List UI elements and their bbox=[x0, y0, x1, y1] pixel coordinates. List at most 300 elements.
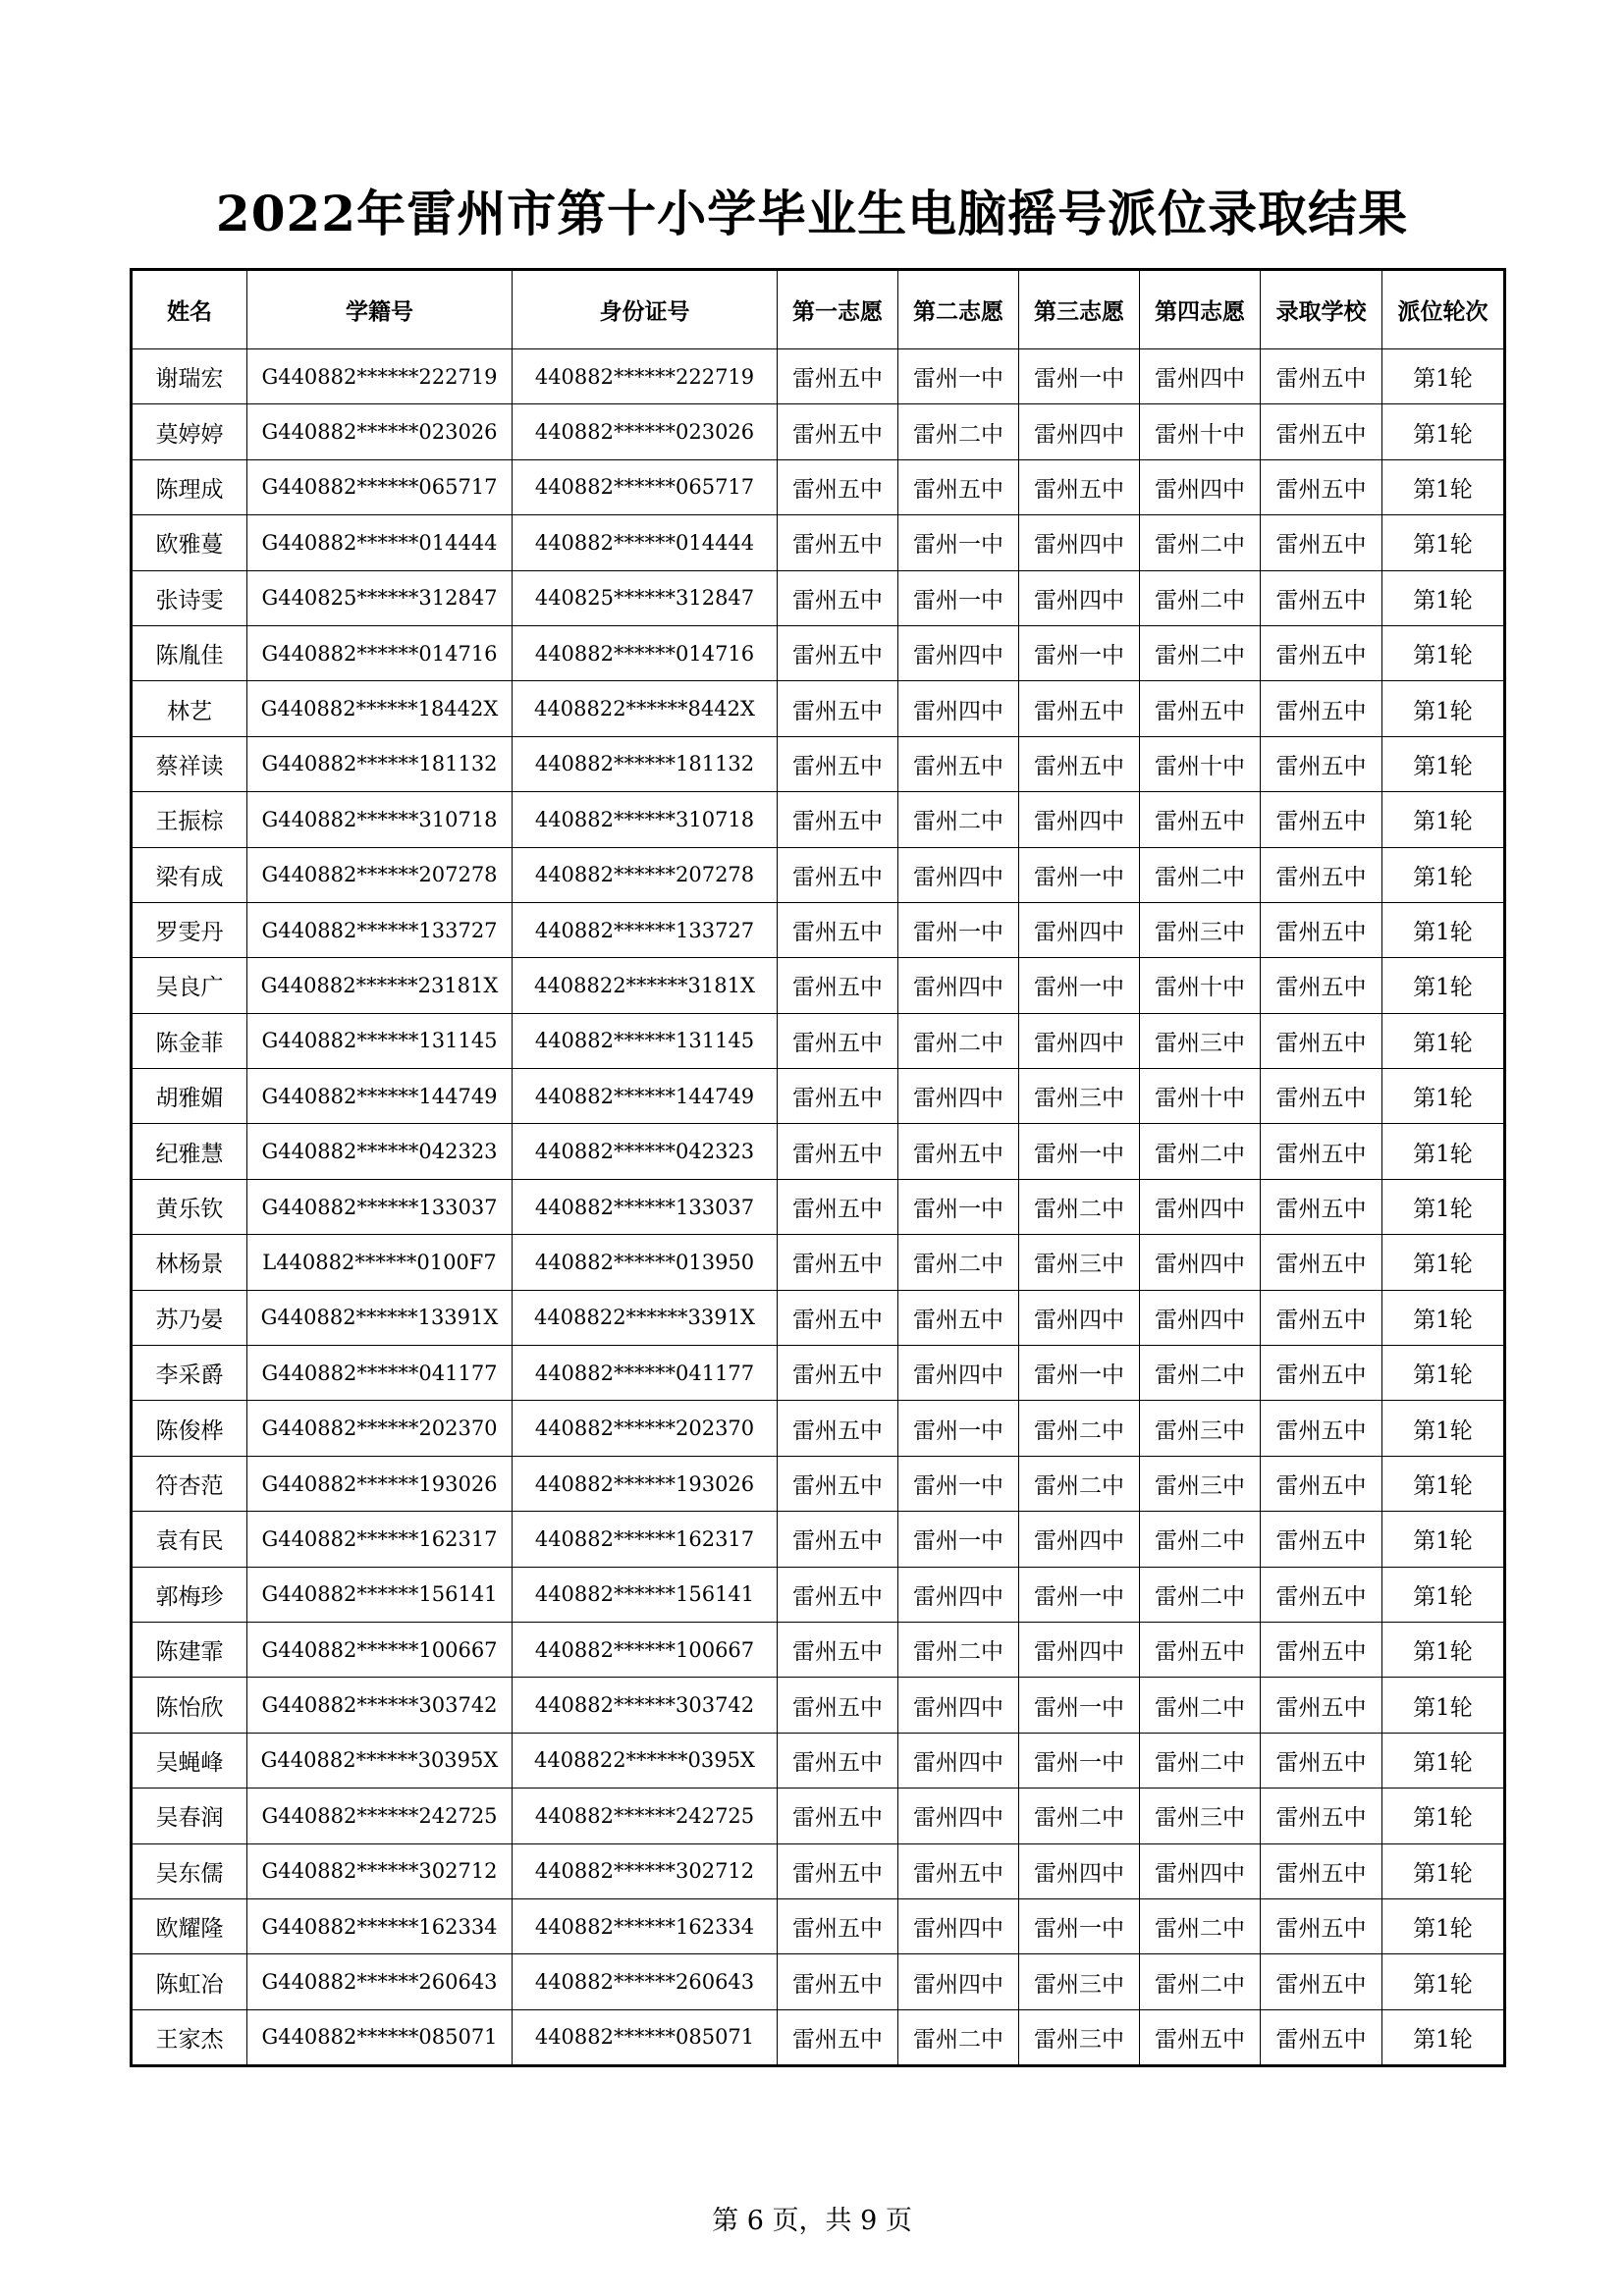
cell-student-id: G440882******242725 bbox=[247, 1789, 513, 1843]
cell-student-id: G440882******302712 bbox=[247, 1843, 513, 1898]
cell-name: 陈金菲 bbox=[132, 1013, 247, 1068]
table-row bbox=[132, 1290, 1505, 1345]
table-row bbox=[132, 681, 1505, 736]
cell-name: 陈虹冶 bbox=[132, 1954, 247, 2009]
cell-choice-1: 雷州五中 bbox=[778, 1678, 898, 1733]
cell-name: 陈胤佳 bbox=[132, 625, 247, 680]
cell-id-card: 440882******303742 bbox=[513, 1678, 778, 1733]
cell-choice-2: 雷州四中 bbox=[898, 1567, 1019, 1622]
cell-admitted-school: 雷州五中 bbox=[1261, 681, 1382, 736]
cell-name: 苏乃晏 bbox=[132, 1290, 247, 1345]
cell-choice-2: 雷州一中 bbox=[898, 349, 1019, 404]
cell-name: 欧耀隆 bbox=[132, 1898, 247, 1953]
cell-choice-2: 雷州二中 bbox=[898, 1013, 1019, 1068]
cell-name: 吴蝇峰 bbox=[132, 1733, 247, 1788]
cell-choice-3: 雷州一中 bbox=[1019, 1346, 1140, 1401]
cell-choice-2: 雷州四中 bbox=[898, 625, 1019, 680]
cell-name: 郭梅珍 bbox=[132, 1567, 247, 1622]
cell-admitted-school: 雷州五中 bbox=[1261, 1512, 1382, 1567]
cell-id-card: 440882******041177 bbox=[513, 1346, 778, 1401]
cell-choice-1: 雷州五中 bbox=[778, 1290, 898, 1345]
cell-choice-2: 雷州四中 bbox=[898, 1678, 1019, 1733]
cell-admitted-school: 雷州五中 bbox=[1261, 1789, 1382, 1843]
cell-choice-3: 雷州二中 bbox=[1019, 1789, 1140, 1843]
cell-choice-4: 雷州二中 bbox=[1140, 1346, 1261, 1401]
cell-round: 第1轮 bbox=[1382, 1733, 1505, 1788]
table-row bbox=[132, 1124, 1505, 1179]
cell-choice-2: 雷州二中 bbox=[898, 404, 1019, 459]
cell-round: 第1轮 bbox=[1382, 1954, 1505, 2009]
cell-choice-2: 雷州四中 bbox=[898, 847, 1019, 902]
table-row bbox=[132, 625, 1505, 680]
cell-round: 第1轮 bbox=[1382, 1843, 1505, 1898]
cell-round: 第1轮 bbox=[1382, 404, 1505, 459]
cell-admitted-school: 雷州五中 bbox=[1261, 2009, 1382, 2065]
cell-round: 第1轮 bbox=[1382, 1789, 1505, 1843]
cell-choice-3: 雷州四中 bbox=[1019, 1290, 1140, 1345]
cell-round: 第1轮 bbox=[1382, 958, 1505, 1013]
cell-choice-1: 雷州五中 bbox=[778, 1512, 898, 1567]
table-row bbox=[132, 1235, 1505, 1290]
cell-choice-3: 雷州一中 bbox=[1019, 847, 1140, 902]
cell-choice-2: 雷州四中 bbox=[898, 1898, 1019, 1953]
cell-round: 第1轮 bbox=[1382, 2009, 1505, 2065]
cell-choice-1: 雷州五中 bbox=[778, 1235, 898, 1290]
cell-student-id: G440882******100667 bbox=[247, 1622, 513, 1677]
cell-name: 黄乐钦 bbox=[132, 1179, 247, 1234]
cell-id-card: 440882******156141 bbox=[513, 1567, 778, 1622]
cell-choice-1: 雷州五中 bbox=[778, 1401, 898, 1456]
cell-round: 第1轮 bbox=[1382, 1235, 1505, 1290]
cell-choice-1: 雷州五中 bbox=[778, 902, 898, 957]
cell-choice-1: 雷州五中 bbox=[778, 736, 898, 791]
cell-id-card: 4408822******8442X bbox=[513, 681, 778, 736]
cell-choice-2: 雷州一中 bbox=[898, 515, 1019, 570]
cell-choice-3: 雷州四中 bbox=[1019, 1512, 1140, 1567]
cell-id-card: 440882******014444 bbox=[513, 515, 778, 570]
cell-choice-3: 雷州二中 bbox=[1019, 1179, 1140, 1234]
table-row bbox=[132, 1843, 1505, 1898]
column-header-name: 姓名 bbox=[132, 270, 247, 349]
cell-admitted-school: 雷州五中 bbox=[1261, 1733, 1382, 1788]
cell-choice-1: 雷州五中 bbox=[778, 792, 898, 847]
cell-choice-2: 雷州一中 bbox=[898, 1512, 1019, 1567]
table-row bbox=[132, 2009, 1505, 2065]
cell-id-card: 440882******310718 bbox=[513, 792, 778, 847]
table-row bbox=[132, 1733, 1505, 1788]
cell-id-card: 440882******085071 bbox=[513, 2009, 778, 2065]
cell-student-id: G440882******023026 bbox=[247, 404, 513, 459]
cell-admitted-school: 雷州五中 bbox=[1261, 1069, 1382, 1124]
cell-choice-2: 雷州五中 bbox=[898, 1290, 1019, 1345]
cell-choice-1: 雷州五中 bbox=[778, 1843, 898, 1898]
cell-student-id: G440882******310718 bbox=[247, 792, 513, 847]
cell-choice-4: 雷州十中 bbox=[1140, 958, 1261, 1013]
cell-student-id: G440882******260643 bbox=[247, 1954, 513, 2009]
cell-name: 欧雅蔓 bbox=[132, 515, 247, 570]
table-header-row bbox=[132, 270, 1505, 349]
page-footer: 第 6 页，共 9 页 bbox=[712, 2206, 912, 2236]
cell-choice-4: 雷州二中 bbox=[1140, 1512, 1261, 1567]
table-row bbox=[132, 1567, 1505, 1622]
cell-round: 第1轮 bbox=[1382, 459, 1505, 514]
cell-choice-2: 雷州一中 bbox=[898, 1401, 1019, 1456]
cell-admitted-school: 雷州五中 bbox=[1261, 1013, 1382, 1068]
cell-choice-1: 雷州五中 bbox=[778, 570, 898, 625]
cell-name: 陈理成 bbox=[132, 459, 247, 514]
cell-choice-1: 雷州五中 bbox=[778, 1456, 898, 1511]
cell-name: 林艺 bbox=[132, 681, 247, 736]
cell-choice-2: 雷州五中 bbox=[898, 1124, 1019, 1179]
cell-choice-1: 雷州五中 bbox=[778, 1179, 898, 1234]
cell-choice-4: 雷州四中 bbox=[1140, 349, 1261, 404]
table-row bbox=[132, 349, 1505, 404]
cell-student-id: G440882******133727 bbox=[247, 902, 513, 957]
column-header-choice-2: 第二志愿 bbox=[898, 270, 1019, 349]
cell-id-card: 440882******202370 bbox=[513, 1401, 778, 1456]
cell-choice-3: 雷州四中 bbox=[1019, 515, 1140, 570]
cell-choice-3: 雷州一中 bbox=[1019, 1124, 1140, 1179]
cell-choice-1: 雷州五中 bbox=[778, 1898, 898, 1953]
cell-choice-3: 雷州四中 bbox=[1019, 570, 1140, 625]
cell-admitted-school: 雷州五中 bbox=[1261, 404, 1382, 459]
cell-id-card: 4408822******3181X bbox=[513, 958, 778, 1013]
cell-round: 第1轮 bbox=[1382, 1069, 1505, 1124]
cell-round: 第1轮 bbox=[1382, 736, 1505, 791]
table-row bbox=[132, 1401, 1505, 1456]
table-row bbox=[132, 1069, 1505, 1124]
cell-student-id: G440882******042323 bbox=[247, 1124, 513, 1179]
cell-admitted-school: 雷州五中 bbox=[1261, 570, 1382, 625]
cell-round: 第1轮 bbox=[1382, 681, 1505, 736]
cell-name: 林杨景 bbox=[132, 1235, 247, 1290]
cell-admitted-school: 雷州五中 bbox=[1261, 1346, 1382, 1401]
cell-admitted-school: 雷州五中 bbox=[1261, 515, 1382, 570]
cell-id-card: 4408822******0395X bbox=[513, 1733, 778, 1788]
cell-choice-2: 雷州一中 bbox=[898, 570, 1019, 625]
cell-round: 第1轮 bbox=[1382, 515, 1505, 570]
cell-id-card: 440882******222719 bbox=[513, 349, 778, 404]
cell-choice-4: 雷州二中 bbox=[1140, 1678, 1261, 1733]
cell-choice-3: 雷州五中 bbox=[1019, 459, 1140, 514]
cell-choice-3: 雷州五中 bbox=[1019, 736, 1140, 791]
cell-round: 第1轮 bbox=[1382, 1401, 1505, 1456]
cell-choice-3: 雷州二中 bbox=[1019, 1456, 1140, 1511]
cell-name: 罗雯丹 bbox=[132, 902, 247, 957]
cell-choice-4: 雷州十中 bbox=[1140, 404, 1261, 459]
cell-choice-4: 雷州三中 bbox=[1140, 1456, 1261, 1511]
cell-choice-3: 雷州一中 bbox=[1019, 625, 1140, 680]
cell-choice-3: 雷州四中 bbox=[1019, 902, 1140, 957]
cell-admitted-school: 雷州五中 bbox=[1261, 1401, 1382, 1456]
cell-admitted-school: 雷州五中 bbox=[1261, 1843, 1382, 1898]
column-header-choice-4: 第四志愿 bbox=[1140, 270, 1261, 349]
cell-choice-4: 雷州十中 bbox=[1140, 1069, 1261, 1124]
cell-round: 第1轮 bbox=[1382, 847, 1505, 902]
cell-choice-3: 雷州四中 bbox=[1019, 792, 1140, 847]
cell-admitted-school: 雷州五中 bbox=[1261, 1456, 1382, 1511]
cell-id-card: 440882******013950 bbox=[513, 1235, 778, 1290]
cell-id-card: 440882******131145 bbox=[513, 1013, 778, 1068]
cell-round: 第1轮 bbox=[1382, 1512, 1505, 1567]
cell-choice-4: 雷州二中 bbox=[1140, 1733, 1261, 1788]
table-row bbox=[132, 1789, 1505, 1843]
table-row bbox=[132, 459, 1505, 514]
cell-choice-4: 雷州三中 bbox=[1140, 902, 1261, 957]
cell-student-id: G440882******014444 bbox=[247, 515, 513, 570]
cell-round: 第1轮 bbox=[1382, 1179, 1505, 1234]
cell-student-id: G440882******193026 bbox=[247, 1456, 513, 1511]
cell-admitted-school: 雷州五中 bbox=[1261, 847, 1382, 902]
cell-student-id: G440882******13391X bbox=[247, 1290, 513, 1345]
cell-admitted-school: 雷州五中 bbox=[1261, 1622, 1382, 1677]
cell-name: 莫婷婷 bbox=[132, 404, 247, 459]
cell-student-id: L440882******0100F7 bbox=[247, 1235, 513, 1290]
cell-choice-4: 雷州五中 bbox=[1140, 2009, 1261, 2065]
table-row bbox=[132, 1898, 1505, 1953]
cell-id-card: 440882******162317 bbox=[513, 1512, 778, 1567]
cell-choice-1: 雷州五中 bbox=[778, 1789, 898, 1843]
cell-round: 第1轮 bbox=[1382, 1622, 1505, 1677]
table-row bbox=[132, 515, 1505, 570]
cell-admitted-school: 雷州五中 bbox=[1261, 1898, 1382, 1953]
cell-name: 纪雅慧 bbox=[132, 1124, 247, 1179]
cell-choice-1: 雷州五中 bbox=[778, 404, 898, 459]
table-row bbox=[132, 1512, 1505, 1567]
cell-name: 吴春润 bbox=[132, 1789, 247, 1843]
column-header-choice-3: 第三志愿 bbox=[1019, 270, 1140, 349]
cell-id-card: 440882******242725 bbox=[513, 1789, 778, 1843]
cell-choice-2: 雷州五中 bbox=[898, 1843, 1019, 1898]
cell-admitted-school: 雷州五中 bbox=[1261, 1954, 1382, 2009]
cell-name: 梁有成 bbox=[132, 847, 247, 902]
cell-choice-2: 雷州二中 bbox=[898, 2009, 1019, 2065]
cell-name: 陈建霏 bbox=[132, 1622, 247, 1677]
cell-round: 第1轮 bbox=[1382, 902, 1505, 957]
cell-choice-2: 雷州四中 bbox=[898, 1789, 1019, 1843]
cell-choice-4: 雷州二中 bbox=[1140, 1567, 1261, 1622]
cell-student-id: G440882******162334 bbox=[247, 1898, 513, 1953]
cell-student-id: G440882******085071 bbox=[247, 2009, 513, 2065]
cell-admitted-school: 雷州五中 bbox=[1261, 1179, 1382, 1234]
table-row bbox=[132, 1954, 1505, 2009]
cell-id-card: 440825******312847 bbox=[513, 570, 778, 625]
cell-student-id: G440882******133037 bbox=[247, 1179, 513, 1234]
cell-id-card: 440882******014716 bbox=[513, 625, 778, 680]
cell-choice-3: 雷州一中 bbox=[1019, 1898, 1140, 1953]
cell-student-id: G440882******014716 bbox=[247, 625, 513, 680]
cell-name: 胡雅媚 bbox=[132, 1069, 247, 1124]
cell-choice-2: 雷州四中 bbox=[898, 681, 1019, 736]
cell-student-id: G440882******30395X bbox=[247, 1733, 513, 1788]
table-row bbox=[132, 1179, 1505, 1234]
table-row bbox=[132, 404, 1505, 459]
cell-choice-1: 雷州五中 bbox=[778, 1622, 898, 1677]
column-header-round: 派位轮次 bbox=[1382, 270, 1505, 349]
cell-round: 第1轮 bbox=[1382, 349, 1505, 404]
cell-student-id: G440882******222719 bbox=[247, 349, 513, 404]
cell-choice-1: 雷州五中 bbox=[778, 1954, 898, 2009]
cell-id-card: 440882******144749 bbox=[513, 1069, 778, 1124]
cell-id-card: 440882******042323 bbox=[513, 1124, 778, 1179]
cell-name: 王振棕 bbox=[132, 792, 247, 847]
cell-student-id: G440882******162317 bbox=[247, 1512, 513, 1567]
cell-choice-4: 雷州二中 bbox=[1140, 515, 1261, 570]
cell-round: 第1轮 bbox=[1382, 1567, 1505, 1622]
cell-name: 陈俊桦 bbox=[132, 1401, 247, 1456]
cell-choice-1: 雷州五中 bbox=[778, 625, 898, 680]
cell-choice-3: 雷州一中 bbox=[1019, 349, 1140, 404]
cell-choice-4: 雷州三中 bbox=[1140, 1789, 1261, 1843]
cell-name: 符杏范 bbox=[132, 1456, 247, 1511]
cell-choice-3: 雷州四中 bbox=[1019, 1013, 1140, 1068]
cell-round: 第1轮 bbox=[1382, 1013, 1505, 1068]
cell-choice-3: 雷州三中 bbox=[1019, 2009, 1140, 2065]
cell-name: 吴良广 bbox=[132, 958, 247, 1013]
cell-name: 张诗雯 bbox=[132, 570, 247, 625]
cell-choice-4: 雷州五中 bbox=[1140, 792, 1261, 847]
cell-admitted-school: 雷州五中 bbox=[1261, 625, 1382, 680]
cell-admitted-school: 雷州五中 bbox=[1261, 1290, 1382, 1345]
cell-choice-4: 雷州二中 bbox=[1140, 625, 1261, 680]
cell-student-id: G440882******065717 bbox=[247, 459, 513, 514]
cell-choice-1: 雷州五中 bbox=[778, 1733, 898, 1788]
page-title: 2022年雷州市第十小学毕业生电脑摇号派位录取结果 bbox=[215, 185, 1409, 242]
cell-id-card: 440882******181132 bbox=[513, 736, 778, 791]
cell-id-card: 440882******260643 bbox=[513, 1954, 778, 2009]
cell-choice-4: 雷州四中 bbox=[1140, 1179, 1261, 1234]
cell-choice-4: 雷州四中 bbox=[1140, 1843, 1261, 1898]
cell-choice-2: 雷州二中 bbox=[898, 1235, 1019, 1290]
cell-name: 李采爵 bbox=[132, 1346, 247, 1401]
cell-choice-2: 雷州二中 bbox=[898, 1622, 1019, 1677]
cell-choice-3: 雷州三中 bbox=[1019, 1235, 1140, 1290]
cell-id-card: 440882******193026 bbox=[513, 1456, 778, 1511]
cell-admitted-school: 雷州五中 bbox=[1261, 1678, 1382, 1733]
cell-choice-2: 雷州五中 bbox=[898, 459, 1019, 514]
cell-admitted-school: 雷州五中 bbox=[1261, 958, 1382, 1013]
cell-choice-3: 雷州一中 bbox=[1019, 1567, 1140, 1622]
cell-admitted-school: 雷州五中 bbox=[1261, 1567, 1382, 1622]
cell-choice-1: 雷州五中 bbox=[778, 681, 898, 736]
cell-id-card: 440882******302712 bbox=[513, 1843, 778, 1898]
cell-name: 蔡祥读 bbox=[132, 736, 247, 791]
cell-choice-4: 雷州三中 bbox=[1140, 1013, 1261, 1068]
cell-admitted-school: 雷州五中 bbox=[1261, 1124, 1382, 1179]
cell-name: 袁有民 bbox=[132, 1512, 247, 1567]
column-header-student-id: 学籍号 bbox=[247, 270, 513, 349]
cell-round: 第1轮 bbox=[1382, 1898, 1505, 1953]
cell-choice-2: 雷州四中 bbox=[898, 958, 1019, 1013]
column-header-choice-1: 第一志愿 bbox=[778, 270, 898, 349]
cell-round: 第1轮 bbox=[1382, 625, 1505, 680]
cell-admitted-school: 雷州五中 bbox=[1261, 792, 1382, 847]
cell-student-id: G440882******207278 bbox=[247, 847, 513, 902]
cell-id-card: 440882******133727 bbox=[513, 902, 778, 957]
cell-choice-4: 雷州十中 bbox=[1140, 736, 1261, 791]
cell-choice-1: 雷州五中 bbox=[778, 847, 898, 902]
cell-choice-4: 雷州二中 bbox=[1140, 570, 1261, 625]
table-row bbox=[132, 570, 1505, 625]
cell-choice-2: 雷州四中 bbox=[898, 1069, 1019, 1124]
cell-name: 谢瑞宏 bbox=[132, 349, 247, 404]
cell-admitted-school: 雷州五中 bbox=[1261, 459, 1382, 514]
cell-choice-1: 雷州五中 bbox=[778, 515, 898, 570]
cell-choice-2: 雷州一中 bbox=[898, 902, 1019, 957]
cell-choice-1: 雷州五中 bbox=[778, 2009, 898, 2065]
cell-id-card: 440882******162334 bbox=[513, 1898, 778, 1953]
cell-choice-1: 雷州五中 bbox=[778, 1346, 898, 1401]
cell-choice-1: 雷州五中 bbox=[778, 958, 898, 1013]
table-row bbox=[132, 792, 1505, 847]
cell-choice-4: 雷州三中 bbox=[1140, 1401, 1261, 1456]
cell-choice-2: 雷州五中 bbox=[898, 736, 1019, 791]
cell-round: 第1轮 bbox=[1382, 1678, 1505, 1733]
column-header-admitted-school: 录取学校 bbox=[1261, 270, 1382, 349]
cell-choice-3: 雷州四中 bbox=[1019, 1843, 1140, 1898]
cell-choice-3: 雷州三中 bbox=[1019, 1069, 1140, 1124]
cell-round: 第1轮 bbox=[1382, 1124, 1505, 1179]
cell-student-id: G440882******181132 bbox=[247, 736, 513, 791]
cell-admitted-school: 雷州五中 bbox=[1261, 349, 1382, 404]
cell-student-id: G440882******18442X bbox=[247, 681, 513, 736]
cell-choice-3: 雷州一中 bbox=[1019, 1733, 1140, 1788]
table-row bbox=[132, 847, 1505, 902]
cell-name: 王家杰 bbox=[132, 2009, 247, 2065]
cell-choice-2: 雷州一中 bbox=[898, 1179, 1019, 1234]
cell-student-id: G440882******131145 bbox=[247, 1013, 513, 1068]
cell-choice-1: 雷州五中 bbox=[778, 1124, 898, 1179]
cell-name: 吴东儒 bbox=[132, 1843, 247, 1898]
table-row bbox=[132, 736, 1505, 791]
cell-choice-3: 雷州四中 bbox=[1019, 1622, 1140, 1677]
cell-student-id: G440882******23181X bbox=[247, 958, 513, 1013]
cell-choice-1: 雷州五中 bbox=[778, 1069, 898, 1124]
cell-student-id: G440882******156141 bbox=[247, 1567, 513, 1622]
cell-choice-4: 雷州二中 bbox=[1140, 847, 1261, 902]
cell-id-card: 440882******065717 bbox=[513, 459, 778, 514]
cell-id-card: 440882******133037 bbox=[513, 1179, 778, 1234]
cell-choice-1: 雷州五中 bbox=[778, 349, 898, 404]
cell-id-card: 440882******207278 bbox=[513, 847, 778, 902]
cell-choice-4: 雷州四中 bbox=[1140, 1235, 1261, 1290]
table-row bbox=[132, 902, 1505, 957]
cell-choice-3: 雷州一中 bbox=[1019, 1678, 1140, 1733]
cell-choice-3: 雷州四中 bbox=[1019, 404, 1140, 459]
cell-choice-2: 雷州四中 bbox=[898, 1733, 1019, 1788]
cell-choice-4: 雷州四中 bbox=[1140, 459, 1261, 514]
cell-choice-1: 雷州五中 bbox=[778, 1567, 898, 1622]
table-row bbox=[132, 1346, 1505, 1401]
cell-choice-3: 雷州三中 bbox=[1019, 1954, 1140, 2009]
cell-id-card: 440882******023026 bbox=[513, 404, 778, 459]
cell-choice-4: 雷州四中 bbox=[1140, 1290, 1261, 1345]
cell-choice-4: 雷州五中 bbox=[1140, 1622, 1261, 1677]
cell-admitted-school: 雷州五中 bbox=[1261, 902, 1382, 957]
cell-round: 第1轮 bbox=[1382, 792, 1505, 847]
table-row bbox=[132, 1013, 1505, 1068]
cell-choice-4: 雷州二中 bbox=[1140, 1124, 1261, 1179]
cell-choice-4: 雷州二中 bbox=[1140, 1898, 1261, 1953]
cell-student-id: G440882******303742 bbox=[247, 1678, 513, 1733]
cell-choice-3: 雷州五中 bbox=[1019, 681, 1140, 736]
cell-choice-3: 雷州二中 bbox=[1019, 1401, 1140, 1456]
cell-student-id: G440825******312847 bbox=[247, 570, 513, 625]
cell-choice-4: 雷州二中 bbox=[1140, 1954, 1261, 2009]
cell-student-id: G440882******144749 bbox=[247, 1069, 513, 1124]
table-row bbox=[132, 1456, 1505, 1511]
cell-round: 第1轮 bbox=[1382, 570, 1505, 625]
